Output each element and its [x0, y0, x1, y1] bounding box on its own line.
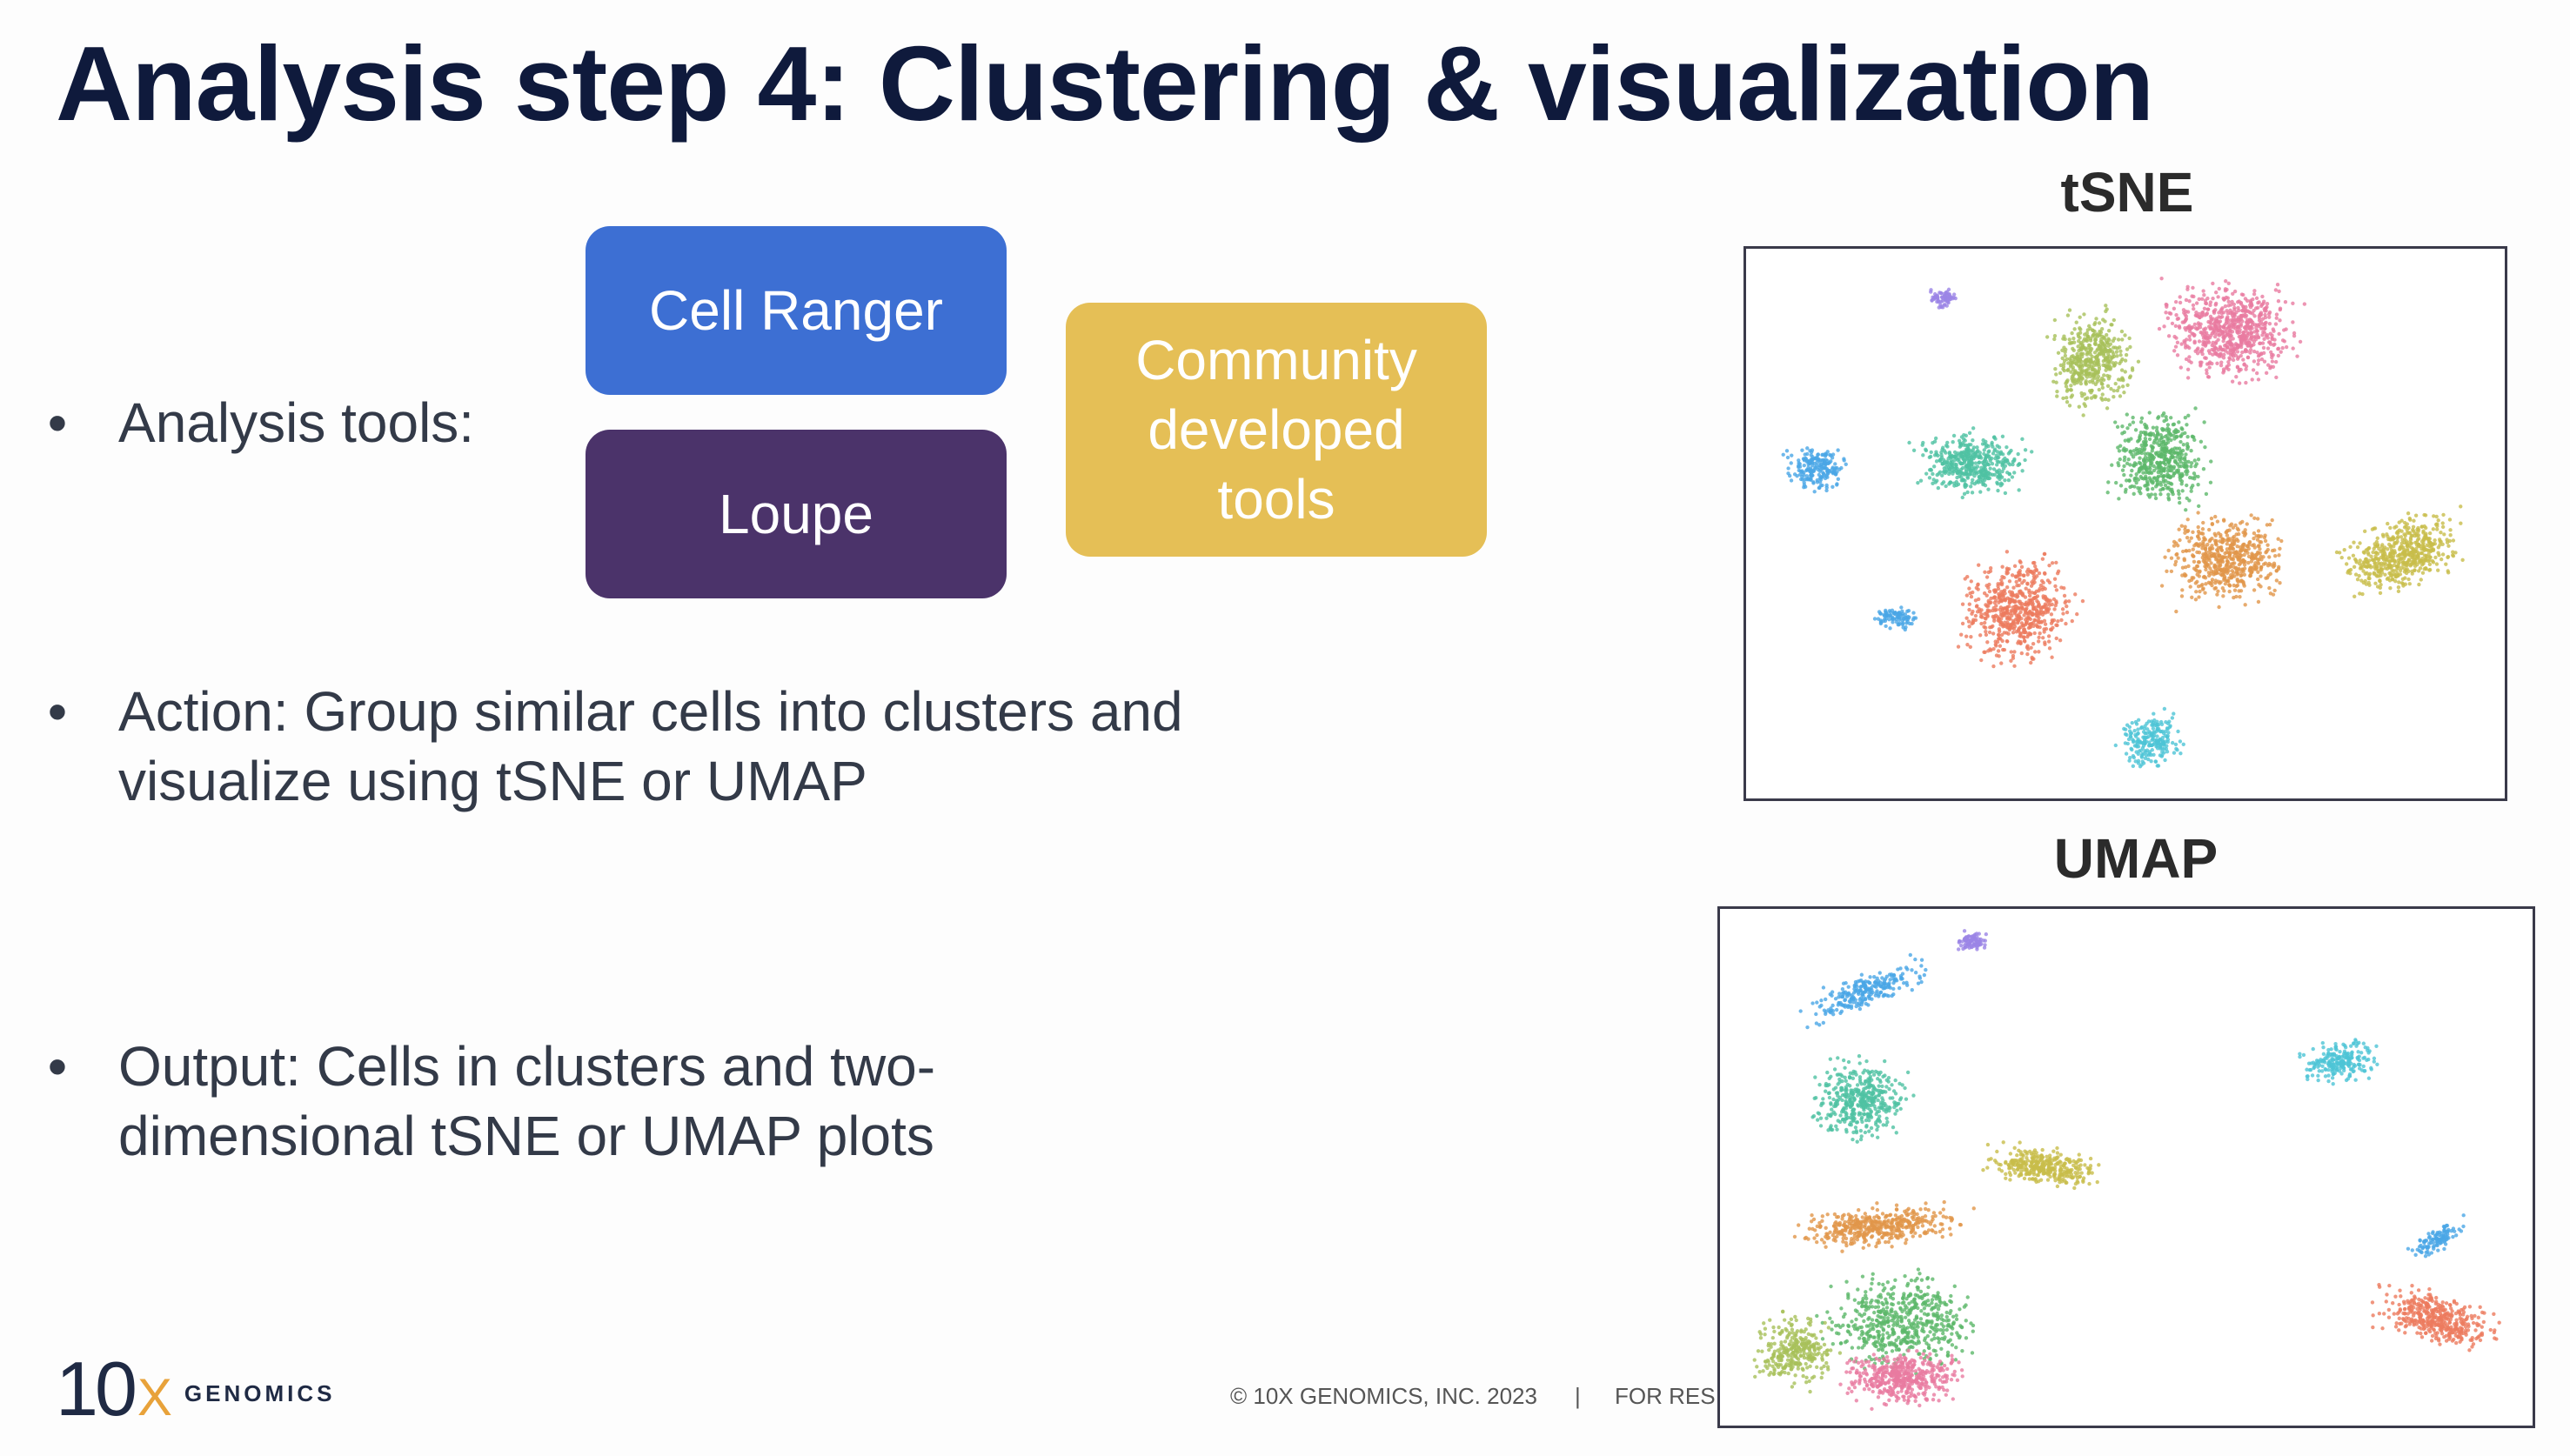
- umap-cluster-blue-arm: [1799, 953, 1928, 1030]
- umap-cluster-pink: [1838, 1349, 1964, 1411]
- community-line1: Community: [1135, 329, 1417, 391]
- action-text: [118, 677, 1336, 816]
- umap-cluster-blue-right: [2406, 1213, 2466, 1258]
- community-line3: tools: [1217, 468, 1335, 531]
- umap-label: UMAP: [2053, 827, 2219, 890]
- output-line2: dimensional tSNE or UMAP plots: [118, 1105, 934, 1167]
- tsne-cluster-orange: [2160, 511, 2284, 613]
- umap-scatter: [1720, 909, 2533, 1426]
- community-tools-box[interactable]: [1066, 303, 1487, 557]
- bullet-marker: •: [47, 680, 68, 743]
- tsne-cluster-blue-small: [1873, 605, 1917, 631]
- cell-ranger-label: Cell Ranger: [649, 279, 943, 342]
- logo-x: X: [137, 1367, 172, 1426]
- logo-genomics: GENOMICS: [184, 1379, 336, 1406]
- umap-cluster-salmon: [2371, 1283, 2501, 1352]
- research-use-text: FOR RES: [1615, 1383, 1716, 1409]
- action-line2: visualize using tSNE or UMAP: [118, 750, 867, 812]
- tsne-cluster-olive: [2045, 304, 2140, 417]
- umap-cluster-yellow: [1981, 1140, 2100, 1190]
- tsne-cluster-yellow: [2335, 504, 2465, 598]
- umap-plot: [1717, 906, 2535, 1428]
- community-line2: developed: [1148, 398, 1405, 461]
- umap-cluster-orange: [1793, 1200, 1976, 1253]
- analysis-tools-text: Analysis tools:: [118, 391, 475, 454]
- cell-ranger-box[interactable]: [586, 226, 1007, 395]
- umap-cluster-olive: [1753, 1310, 1843, 1394]
- tsne-plot: [1743, 246, 2507, 801]
- output-text: [118, 1032, 1336, 1171]
- tsne-cluster-purple: [1929, 288, 1958, 310]
- tsne-cluster-pink: [2158, 277, 2306, 385]
- tsne-cluster-blue: [1782, 446, 1848, 493]
- action-line1: Action: Group similar cells into clusters and: [118, 680, 1183, 743]
- umap-cluster-cyan: [2298, 1038, 2379, 1085]
- loupe-label: Loupe: [719, 483, 873, 545]
- umap-cluster-purple: [1957, 929, 1988, 951]
- footer-separator: |: [1575, 1383, 1581, 1409]
- tsne-cluster-green: [2106, 406, 2213, 511]
- bullet-marker: •: [47, 1035, 68, 1098]
- tsne-scatter: [1746, 249, 2505, 798]
- tsne-cluster-cyan: [2114, 707, 2185, 769]
- slide-title: Analysis step 4: Clustering & visualization: [56, 24, 2154, 143]
- logo-number: 10: [56, 1346, 134, 1432]
- copyright-text: © 10X GENOMICS, INC. 2023: [1230, 1383, 1537, 1409]
- loupe-box[interactable]: [586, 430, 1007, 598]
- bullet-marker: •: [47, 391, 68, 454]
- tsne-cluster-teal: [1907, 426, 2033, 499]
- tsne-label: tSNE: [2060, 161, 2194, 224]
- umap-cluster-teal: [1810, 1054, 1915, 1144]
- tsne-cluster-salmon: [1957, 550, 2085, 668]
- 10x-genomics-logo: [56, 1346, 336, 1432]
- output-line1: Output: Cells in clusters and two-: [118, 1035, 936, 1098]
